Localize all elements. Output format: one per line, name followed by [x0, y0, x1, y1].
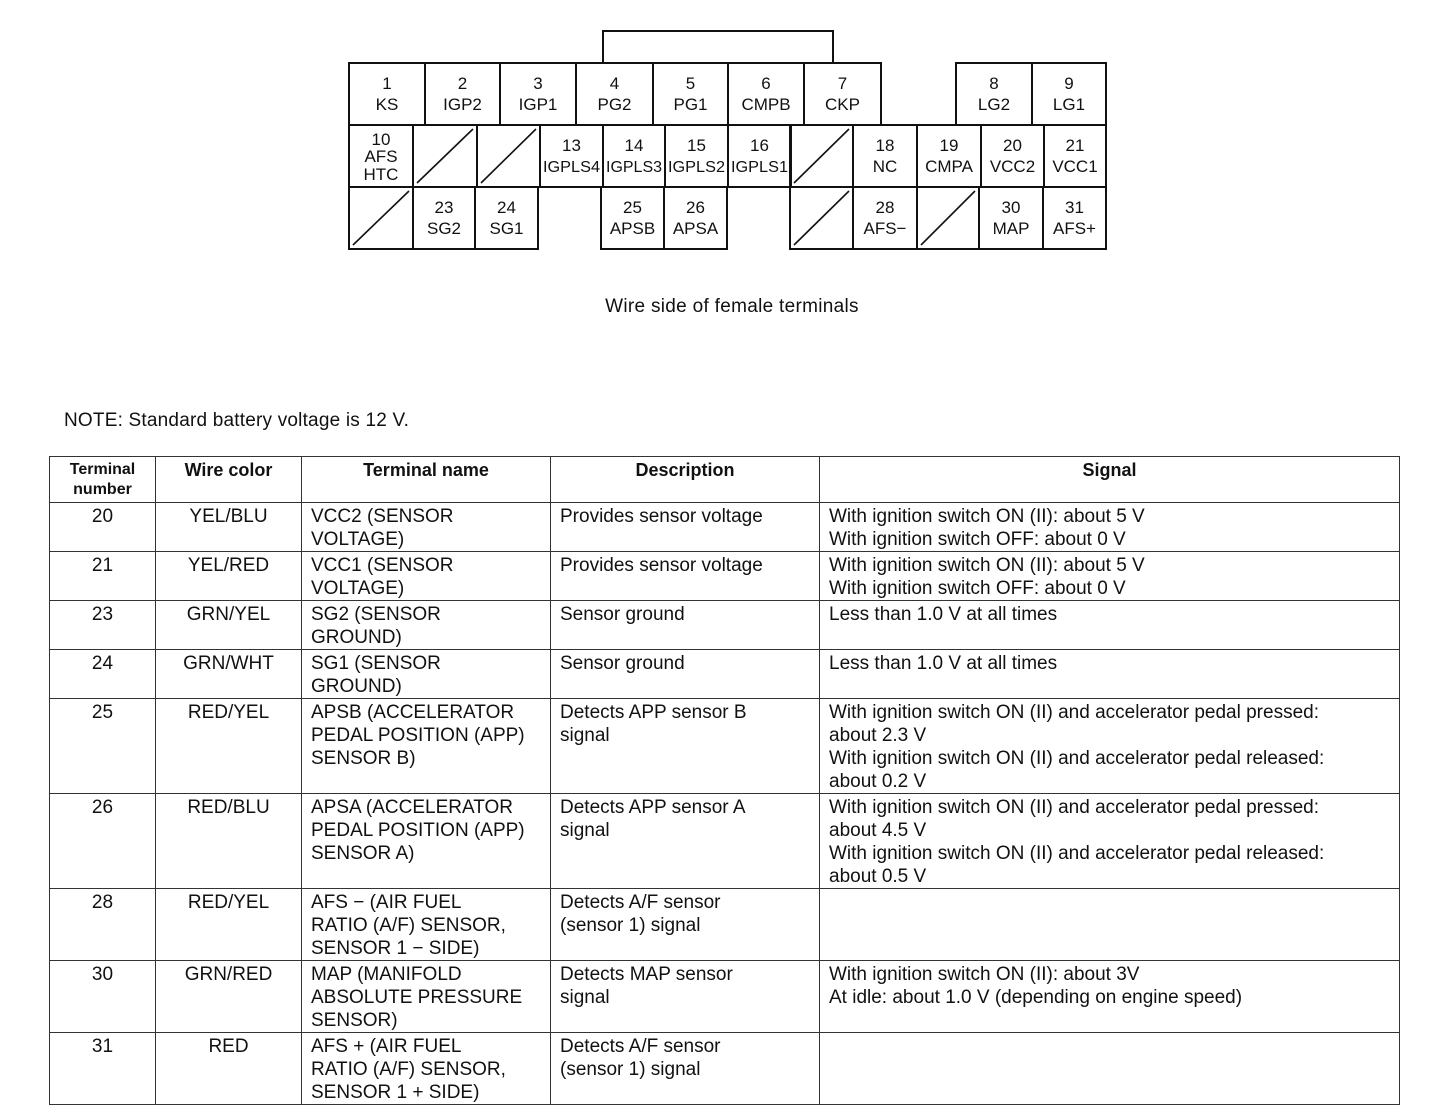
wire-color-cell: YEL/BLU — [156, 503, 302, 552]
signal-cell-line: With ignition switch OFF: about 0 V — [829, 529, 1126, 550]
terminal-label: CKP — [825, 95, 860, 114]
wire-color-cell: RED/YEL — [156, 699, 302, 794]
terminal-cell — [728, 125, 791, 187]
terminal-name-cell-line: GROUND) — [311, 676, 402, 697]
terminal-cell — [500, 63, 576, 125]
terminal-cell — [665, 125, 728, 187]
terminal-number-cell: 30 — [50, 961, 156, 1033]
terminal-name-cell-line: PEDAL POSITION (APP) — [311, 725, 525, 746]
terminal-cell — [853, 125, 917, 187]
table-row — [50, 699, 1400, 794]
table-row — [50, 1033, 1400, 1105]
terminal-cell — [664, 187, 727, 249]
terminal-number: 28 — [875, 198, 895, 217]
terminal-label: SG2 — [426, 219, 462, 238]
blank-terminal-slot — [349, 187, 413, 249]
terminal-cell — [603, 125, 665, 187]
terminal-cell — [1032, 63, 1106, 125]
terminal-name-cell-line: RATIO (A/F) SENSOR, — [311, 915, 506, 936]
signal-cell-line: With ignition switch ON (II) and accelerator pedal released: — [829, 748, 1325, 769]
terminal-label: IGPLS2 — [668, 159, 725, 176]
terminal-name-cell — [302, 889, 551, 961]
terminal-number: 3 — [533, 74, 543, 93]
wire-color-cell: RED/BLU — [156, 794, 302, 889]
terminal-cell — [979, 187, 1043, 249]
terminal-name-cell-line: RATIO (A/F) SENSOR, — [311, 1059, 506, 1080]
terminal-number: 20 — [1003, 136, 1022, 155]
description-cell — [551, 601, 820, 650]
blank-terminal-slot — [477, 125, 540, 187]
note-text: NOTE: Standard battery voltage is 12 V. — [64, 410, 410, 431]
description-cell — [551, 794, 820, 889]
terminal-name-cell — [302, 699, 551, 794]
signal-cell-line: With ignition switch ON (II): about 5 V — [829, 555, 1145, 576]
terminal-cell — [540, 125, 603, 187]
signal-cell — [820, 1033, 1400, 1105]
table-row — [50, 552, 1400, 601]
signal-cell-line: about 2.3 V — [829, 725, 927, 746]
description-cell — [551, 552, 820, 601]
terminal-label: AFS− — [863, 219, 907, 238]
terminal-name-cell — [302, 961, 551, 1033]
signal-cell-line: With ignition switch ON (II): about 5 V — [829, 506, 1145, 527]
terminal-label: PG1 — [673, 95, 708, 114]
blank-terminal-slot — [790, 187, 853, 249]
terminal-number: 1 — [382, 74, 392, 93]
terminal-name-cell-line: MAP (MANIFOLD — [311, 964, 462, 985]
terminal-number: 6 — [761, 74, 771, 93]
signal-cell-line: Less than 1.0 V at all times — [829, 653, 1058, 674]
terminal-label: CMPA — [925, 157, 973, 176]
wire-color-cell: YEL/RED — [156, 552, 302, 601]
description-cell-line: Provides sensor voltage — [560, 555, 763, 576]
terminal-label: KS — [375, 95, 399, 114]
header-description: Description — [551, 457, 820, 503]
header-signal: Signal — [820, 457, 1400, 503]
table-row — [50, 601, 1400, 650]
wire-color-cell: RED — [156, 1033, 302, 1105]
terminal-label: AFS — [364, 147, 398, 166]
terminal-number: 14 — [624, 136, 644, 155]
terminal-cell — [653, 63, 728, 125]
terminal-number-cell: 20 — [50, 503, 156, 552]
terminal-cell — [853, 187, 917, 249]
terminal-number: 26 — [686, 198, 705, 217]
description-cell — [551, 961, 820, 1033]
signal-cell-line: With ignition switch ON (II) and accelerator pedal pressed: — [829, 702, 1319, 723]
terminal-number: 21 — [1065, 136, 1085, 155]
terminal-number: 25 — [623, 198, 642, 217]
wire-color-cell: GRN/WHT — [156, 650, 302, 699]
terminal-number: 9 — [1064, 74, 1074, 93]
terminal-number: 7 — [837, 74, 848, 93]
signal-cell — [820, 794, 1400, 889]
description-cell-line: signal — [560, 725, 610, 746]
terminal-cell — [475, 187, 538, 249]
terminal-name-cell-line: VCC2 (SENSOR — [311, 506, 454, 527]
terminal-label: IGPLS3 — [606, 159, 662, 176]
description-cell-line: Detects A/F sensor — [560, 1036, 721, 1057]
terminal-name-cell-line: PEDAL POSITION (APP) — [311, 820, 525, 841]
table-row — [50, 961, 1400, 1033]
table-header-row — [50, 457, 1400, 503]
description-cell-line: Detects APP sensor A — [560, 797, 746, 818]
signal-cell-line: about 0.2 V — [829, 771, 927, 792]
terminal-name-cell-line: SG2 (SENSOR — [311, 604, 441, 625]
header-terminal-name: Terminal name — [302, 457, 551, 503]
terminal-label: HTC — [363, 165, 399, 184]
terminal-label: APSA — [672, 219, 719, 238]
terminal-cell — [1043, 187, 1106, 249]
description-cell-line: Detects APP sensor B — [560, 702, 747, 723]
terminal-number: 15 — [687, 136, 706, 155]
terminal-name-cell-line: APSA (ACCELERATOR — [311, 797, 514, 818]
terminal-label: IGPLS1 — [731, 159, 788, 176]
terminal-cell — [981, 125, 1044, 187]
signal-cell — [820, 650, 1400, 699]
terminal-number: 23 — [434, 198, 454, 217]
connector-caption: Wire side of female terminals — [605, 296, 859, 317]
signal-cell — [820, 699, 1400, 794]
description-cell-line: Provides sensor voltage — [560, 506, 763, 527]
terminal-number: 18 — [875, 136, 895, 155]
terminal-label: VCC1 — [1052, 157, 1098, 176]
signal-cell-line: With ignition switch ON (II) and accelerator pedal pressed: — [829, 797, 1319, 818]
terminal-label: LG1 — [1052, 95, 1086, 114]
terminal-name-cell-line: AFS − (AIR FUEL — [311, 892, 462, 913]
terminal-number-cell: 26 — [50, 794, 156, 889]
terminal-name-cell-line: APSB (ACCELERATOR — [311, 702, 515, 723]
terminal-cell — [804, 63, 881, 125]
terminal-name-cell-line: ABSOLUTE PRESSURE — [311, 987, 523, 1008]
terminal-cell — [956, 63, 1032, 125]
terminal-name-cell — [302, 794, 551, 889]
terminal-number-cell: 31 — [50, 1033, 156, 1105]
terminal-number: 30 — [1001, 198, 1021, 217]
terminal-number: 5 — [685, 74, 696, 93]
signal-cell-line: With ignition switch ON (II): about 3V — [829, 964, 1140, 985]
table-row — [50, 794, 1400, 889]
signal-cell-line: about 0.5 V — [829, 866, 927, 887]
terminal-label: VCC2 — [989, 157, 1036, 176]
wire-color-cell: GRN/YEL — [156, 601, 302, 650]
header-wire-color: Wire color — [156, 457, 302, 503]
table-row — [50, 889, 1400, 961]
table-row — [50, 650, 1400, 699]
terminal-label: APSB — [609, 219, 656, 238]
terminal-cell — [425, 63, 500, 125]
signal-cell — [820, 503, 1400, 552]
terminal-number-cell: 24 — [50, 650, 156, 699]
terminal-name-cell-line: SENSOR 1 + SIDE) — [311, 1082, 480, 1103]
terminal-cell — [601, 187, 664, 249]
wire-color-cell: GRN/RED — [156, 961, 302, 1033]
terminal-number: 24 — [497, 198, 516, 217]
terminal-number-cell: 23 — [50, 601, 156, 650]
terminal-number-cell: 25 — [50, 699, 156, 794]
description-cell — [551, 699, 820, 794]
terminal-label: IGPLS4 — [543, 159, 601, 176]
terminal-number: 4 — [609, 74, 620, 93]
terminal-label: IGP2 — [443, 95, 482, 114]
signal-cell — [820, 601, 1400, 650]
terminal-name-cell — [302, 552, 551, 601]
terminal-number-cell: 21 — [50, 552, 156, 601]
terminal-name-cell-line: SG1 (SENSOR — [311, 653, 441, 674]
terminal-number: 19 — [939, 136, 959, 155]
signal-cell-line: Less than 1.0 V at all times — [829, 604, 1058, 625]
header-terminal-number: Terminal number — [50, 457, 156, 503]
terminal-number: 10 — [371, 130, 391, 149]
terminal-cell — [576, 63, 653, 125]
terminal-label: LG2 — [977, 95, 1011, 114]
terminal-name-cell — [302, 650, 551, 699]
description-cell — [551, 650, 820, 699]
terminal-label: CMPB — [741, 95, 791, 114]
terminal-number: 31 — [1065, 198, 1084, 217]
terminal-name-cell-line: VOLTAGE) — [311, 529, 405, 550]
signal-cell — [820, 961, 1400, 1033]
description-cell-line: Detects MAP sensor — [560, 964, 733, 985]
description-cell-line: Detects A/F sensor — [560, 892, 721, 913]
terminal-name-cell-line: GROUND) — [311, 627, 402, 648]
signal-cell-line: With ignition switch ON (II) and accelerator pedal released: — [829, 843, 1325, 864]
terminal-name-cell-line: SENSOR B) — [311, 748, 416, 769]
signal-cell-line: about 4.5 V — [829, 820, 927, 841]
terminal-label: AFS+ — [1053, 219, 1096, 238]
description-cell-line: signal — [560, 987, 610, 1008]
terminal-cell — [728, 63, 804, 125]
terminal-name-cell-line: VOLTAGE) — [311, 578, 405, 599]
terminal-cell — [349, 125, 413, 187]
signal-cell — [820, 552, 1400, 601]
terminal-label: NC — [872, 157, 898, 176]
terminal-name-cell — [302, 503, 551, 552]
terminal-number: 8 — [989, 74, 999, 93]
terminal-number: 13 — [562, 136, 581, 155]
terminal-cell — [917, 125, 981, 187]
terminal-cell — [1044, 125, 1106, 187]
terminal-number: 16 — [750, 136, 769, 155]
terminal-name-cell-line: VCC1 (SENSOR — [311, 555, 454, 576]
blank-terminal-slot — [917, 187, 979, 249]
blank-terminal-slot — [790, 125, 853, 187]
blank-terminal-slot — [413, 125, 477, 187]
terminal-name-cell-line: SENSOR) — [311, 1010, 398, 1031]
terminal-label: IGP1 — [518, 95, 558, 114]
description-cell-line: Sensor ground — [560, 604, 685, 625]
description-cell — [551, 503, 820, 552]
description-cell-line: (sensor 1) signal — [560, 915, 701, 936]
signal-cell-line: With ignition switch OFF: about 0 V — [829, 578, 1126, 599]
description-cell — [551, 889, 820, 961]
terminal-label: SG1 — [489, 219, 524, 238]
terminal-name-cell-line: SENSOR A) — [311, 843, 415, 864]
terminal-table — [49, 456, 1400, 1105]
terminal-name-cell-line: SENSOR 1 − SIDE) — [311, 938, 480, 959]
connector-diagram — [0, 0, 1440, 290]
signal-cell — [820, 889, 1400, 961]
terminal-cell — [413, 187, 475, 249]
wire-color-cell: RED/YEL — [156, 889, 302, 961]
description-cell — [551, 1033, 820, 1105]
signal-cell-line: At idle: about 1.0 V (depending on engine speed) — [829, 987, 1243, 1008]
terminal-name-cell — [302, 1033, 551, 1105]
terminal-name-cell-line: AFS + (AIR FUEL — [311, 1036, 462, 1057]
terminal-number: 2 — [457, 74, 468, 93]
terminal-label: MAP — [992, 219, 1030, 238]
terminal-cell — [349, 63, 425, 125]
description-cell-line: (sensor 1) signal — [560, 1059, 701, 1080]
terminal-number-cell: 28 — [50, 889, 156, 961]
description-cell-line: signal — [560, 820, 610, 841]
terminal-label: PG2 — [597, 95, 632, 114]
terminal-name-cell — [302, 601, 551, 650]
description-cell-line: Sensor ground — [560, 653, 685, 674]
table-row — [50, 503, 1400, 552]
